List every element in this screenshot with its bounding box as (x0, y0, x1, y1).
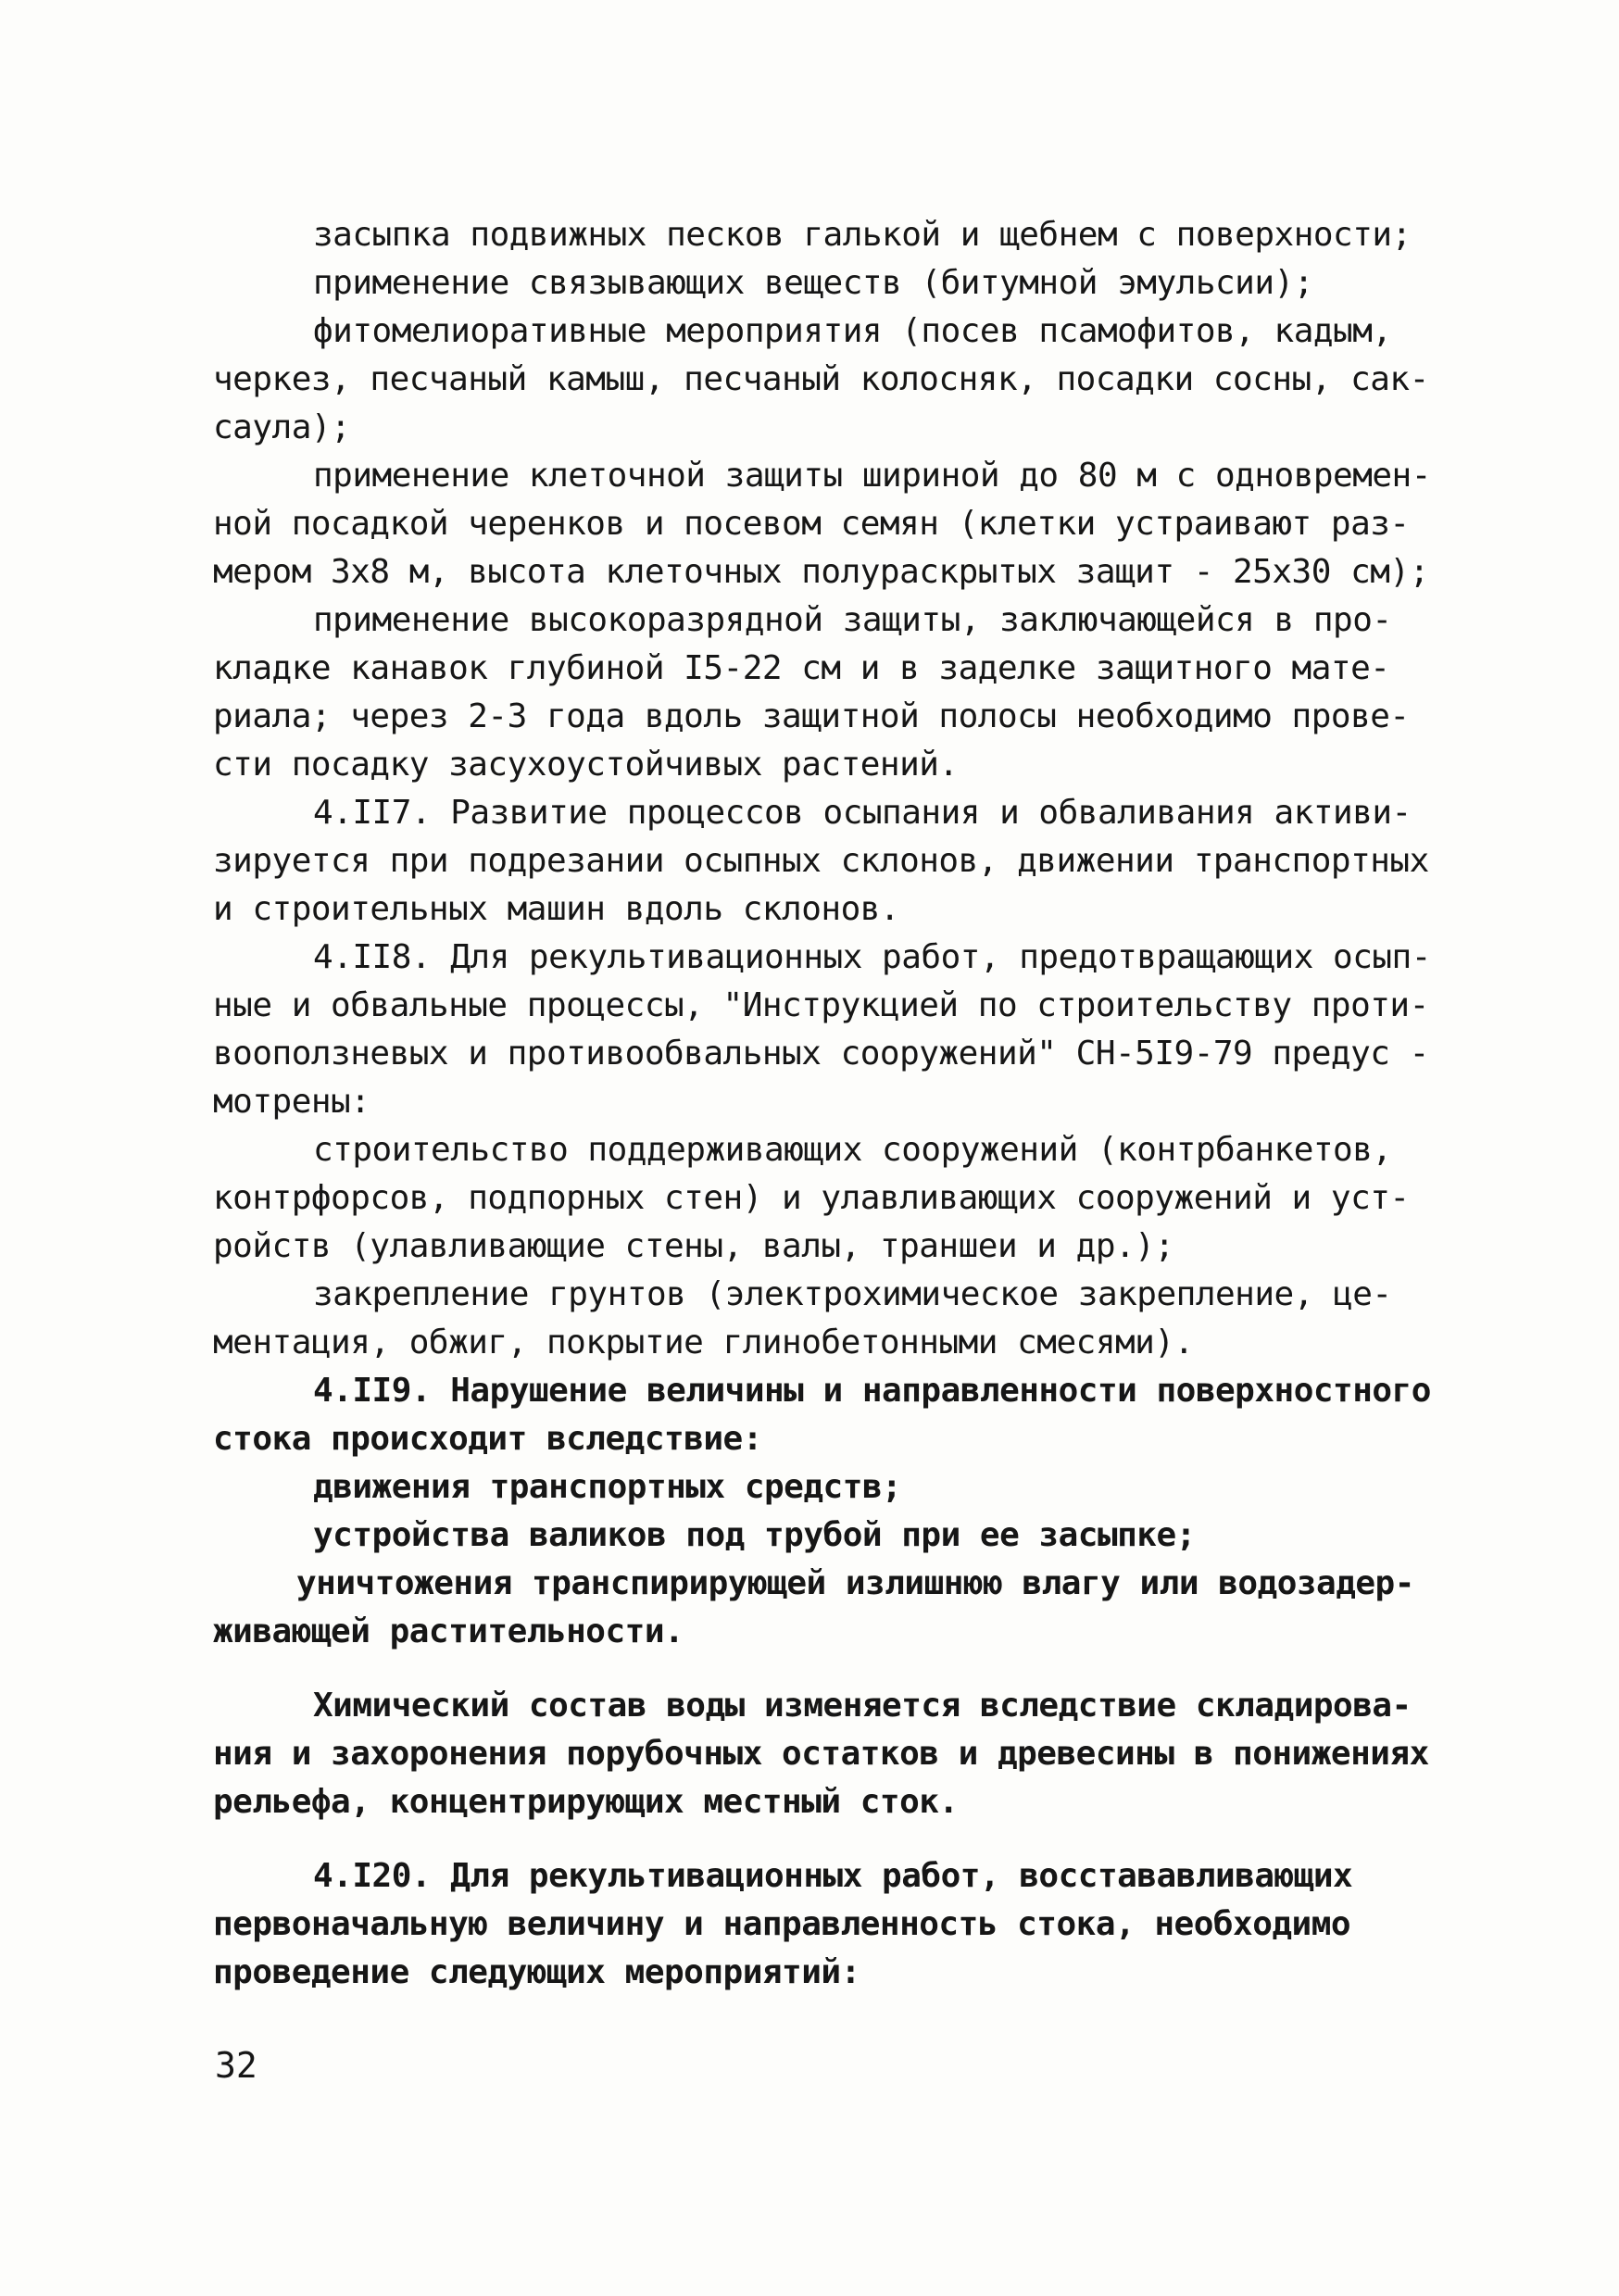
section-heading-4-118: 4.II8. Для рекультивационных работ, предотвращающих осып- (313, 938, 1431, 976)
text-line: рельефа, концентрирующих местный сток. (213, 1783, 959, 1821)
text-line: засыпка подвижных песков галькой и щебнем с поверхности; (313, 216, 1412, 254)
text-line: кладке канавок глубиной I5-22 см и в заделке защитного мате- (213, 649, 1390, 687)
text-line: ментация, обжиг, покрытие глинобетонными смесями). (213, 1324, 1194, 1361)
text-line: стока происходит вследствие: (213, 1420, 762, 1458)
text-line: зируется при подрезании осыпных склонов, движении транспортных (213, 842, 1429, 880)
text-line: ные и обвальные процессы, "Инструкцией по строительству проти- (213, 986, 1429, 1024)
text-line: и строительных машин вдоль склонов. (213, 890, 900, 928)
section-heading-4-119: 4.II9. Нарушение величины и направленности поверхностного (313, 1372, 1431, 1410)
text-line: применение связывающих веществ (битумной эмульсии); (313, 264, 1313, 302)
text-line: живающей растительности. (213, 1612, 684, 1650)
text-line: применение клеточной защиты шириной до 80 м с одновремен- (313, 457, 1431, 495)
text-line: ройств (улавливающие стены, валы, траншеи и др.); (213, 1227, 1174, 1265)
section-heading-4-117: 4.II7. Развитие процессов осыпания и обваливания активи- (313, 794, 1412, 832)
text-line: уничтожения транспирирующей излишнюю влагу или водозадер- (296, 1564, 1414, 1602)
text-line: фитомелиоративные мероприятия (посев псамофитов, кадым, (313, 312, 1392, 350)
text-line: применение высокоразрядной защиты, заключающейся в про- (313, 601, 1392, 639)
text-line: черкез, песчаный камыш, песчаный колосняк, посадки сосны, сак- (213, 360, 1429, 398)
text-line: мером 3х8 м, высота клеточных полураскрытых защит - 25х30 см); (213, 553, 1429, 591)
document-body (213, 211, 1431, 1997)
text-line: закрепление грунтов (электрохимическое закрепление, це- (313, 1275, 1392, 1313)
text-line: ния и захоронения порубочных остатков и древесины в понижениях (213, 1735, 1429, 1773)
paragraph-gap (213, 1826, 1426, 1852)
text-line: саула); (213, 408, 351, 446)
text-line: строительство поддерживающих сооружений (контрбанкетов, (313, 1131, 1392, 1169)
paragraph-gap (213, 1656, 1426, 1682)
section-heading-4-120: 4.I20. Для рекультивационных работ, восстававливающих (313, 1857, 1353, 1895)
text-line: Химический состав воды изменяется вследствие складирова- (313, 1687, 1412, 1725)
text-line: мотрены: (213, 1083, 370, 1121)
text-line: движения транспортных средств; (313, 1468, 902, 1506)
text-line: вооползневых и противообвальных сооружений" СН-5I9-79 предус - (213, 1035, 1429, 1073)
text-line: ной посадкой черенков и посевом семян (клетки устраивают раз- (213, 505, 1410, 543)
text-line: сти посадку засухоустойчивых растений. (213, 746, 959, 784)
page-number: 32 (215, 2045, 257, 2086)
text-line: проведение следующих мероприятий: (213, 1953, 860, 1991)
text-line: риала; через 2-3 года вдоль защитной полосы необходимо прове- (213, 697, 1410, 735)
text-line: первоначальную величину и направленность стока, необходимо (213, 1905, 1351, 1943)
text-line: устройства валиков под трубой при ее засыпке; (313, 1516, 1196, 1554)
text-line: контрфорсов, подпорных стен) и улавливающих сооружений и уст- (213, 1179, 1410, 1217)
